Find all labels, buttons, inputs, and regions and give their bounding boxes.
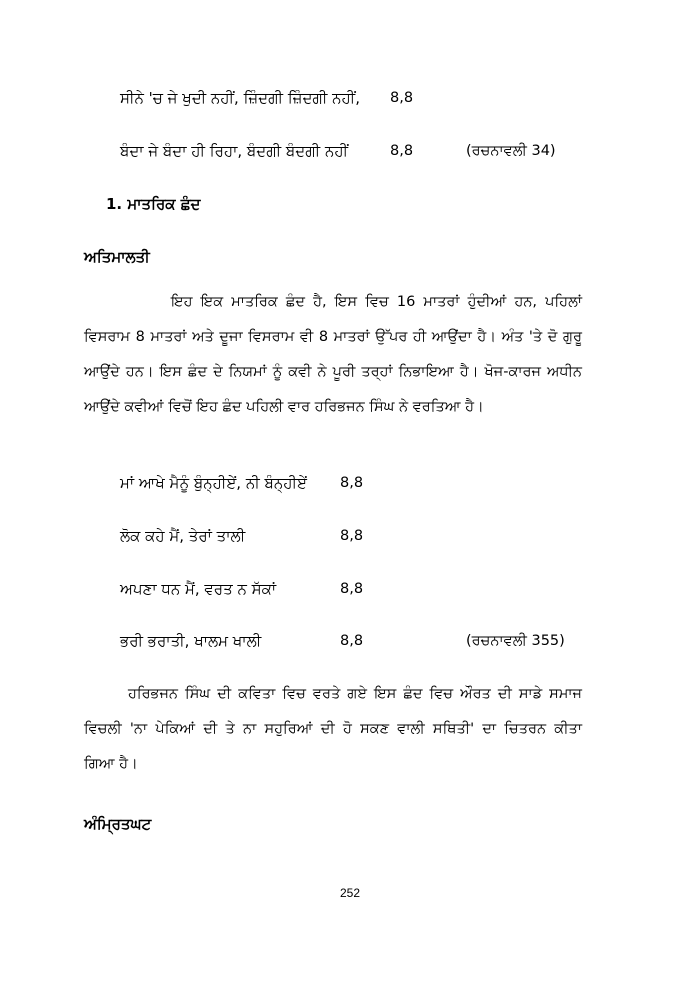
page-number: 252 xyxy=(339,886,361,900)
subheading-atimalti: ਅਤਿਮਾਲਤੀ xyxy=(84,248,150,266)
paragraph-1-line-4: ਆਉਂਦੇ ਕਵੀਆਂ ਵਿਚੋਂ ਇਹ ਛੰਦ ਪਹਿਲੀ ਵਾਰ ਹਰਿਭਜਨ ਸਿੰਘ ਨੇ ਵਰਤਿਆ ਹੈ। xyxy=(84,399,484,415)
subheading-amritghat: ਅੰਮ੍ਰਿਤਘਟ xyxy=(84,815,152,833)
paragraph-1-line-2: ਵਿਸਰਾਮ 8 ਮਾਤਰਾਂ ਅਤੇ ਦੂਜਾ ਵਿਸਰਾਮ ਵੀ 8 ਮਾਤਰਾਂ ਉੱਪਰ ਹੀ ਆਉਂਦਾ ਹੈ। ਅੰਤ 'ਤੇ ਦੋ ਗੁਰੂ xyxy=(84,329,582,345)
verse2-line1-meter: 8,8 xyxy=(340,475,364,491)
paragraph-2-line-2: ਵਿਚਲੀ 'ਨਾ ਪੇਕਿਆਂ ਦੀ ਤੇ ਨਾ ਸਹੁਰਿਆਂ ਦੀ ਹੋ ਸਕਣ ਵਾਲੀ ਸਥਿਤੀ' ਦਾ ਚਿਤਰਨ ਕੀਤਾ xyxy=(84,721,582,737)
verse1-line2-meter: 8,8 xyxy=(390,143,414,159)
verse2-reference: (ਰਚਨਾਵਲੀ 355) xyxy=(466,633,565,649)
verse2-line4-meter: 8,8 xyxy=(340,633,364,649)
paragraph-2-line-1: ਹਰਿਭਜਨ ਸਿੰਘ ਦੀ ਕਵਿਤਾ ਵਿਚ ਵਰਤੇ ਗਏ ਇਸ ਛੰਦ ਵਿਚ ਔਰਤ ਦੀ ਸਾਡੇ ਸਮਾਜ xyxy=(128,686,582,702)
verse2-line1-text: ਮਾਂ ਆਖੇ ਮੈਨੂੰ ਬੁੰਨ੍ਹੀਏਂ, ਨੀ ਬੰਨ੍ਹੀਏਂ xyxy=(120,474,307,492)
verse2-line3-meter: 8,8 xyxy=(340,581,364,597)
verse1-reference: (ਰਚਨਾਵਲੀ 34) xyxy=(466,143,556,159)
verse1-line1-meter: 8,8 xyxy=(390,90,414,106)
verse2-line2-text: ਲੋਕ ਕਹੇ ਮੈਂ, ਤੇਰਾਂ ਤਾਲੀ xyxy=(120,527,246,545)
verse2-line3-text: ਅਪਣਾ ਧਨ ਮੈਂ, ਵਰਤ ਨ ਸੱਕਾਂ xyxy=(120,580,277,598)
paragraph-2-line-3: ਗਿਆ ਹੈ। xyxy=(84,756,138,772)
paragraph-1-line-3: ਆਉਂਦੇ ਹਨ। ਇਸ ਛੰਦ ਦੇ ਨਿਯਮਾਂ ਨੂੰ ਕਵੀ ਨੇ ਪੂਰੀ ਤਰ੍ਹਾਂ ਨਿਭਾਇਆ ਹੈ। ਖੋਜ-ਕਾਰਜ ਅਧੀਨ xyxy=(84,364,582,380)
verse1-line1-text: ਸੀਨੇ 'ਚ ਜੇ ਖੁਦੀ ਨਹੀਂ, ਜ਼ਿੰਦਗੀ ਜ਼ਿੰਦਗੀ ਨਹੀਂ, xyxy=(120,89,360,107)
section-heading: 1. ਮਾਤਰਿਕ ਛੰਦ xyxy=(106,195,201,213)
paragraph-1-line-1: ਇਹ ਇਕ ਮਾਤਰਿਕ ਛੰਦ ਹੈ, ਇਸ ਵਿਚ 16 ਮਾਤਰਾਂ ਹੁੰਦੀਆਂ ਹਨ, ਪਹਿਲਾਂ xyxy=(171,294,582,310)
verse2-line4-text: ਭਰੀ ਭਰਾਤੀ, ਖਾਲਮ ਖਾਲੀ xyxy=(120,632,262,650)
verse2-line2-meter: 8,8 xyxy=(340,528,364,544)
verse1-line2-text: ਬੰਦਾ ਜੇ ਬੰਦਾ ਹੀ ਰਿਹਾ, ਬੰਦਗੀ ਬੰਦਗੀ ਨਹੀਂ xyxy=(120,142,349,160)
